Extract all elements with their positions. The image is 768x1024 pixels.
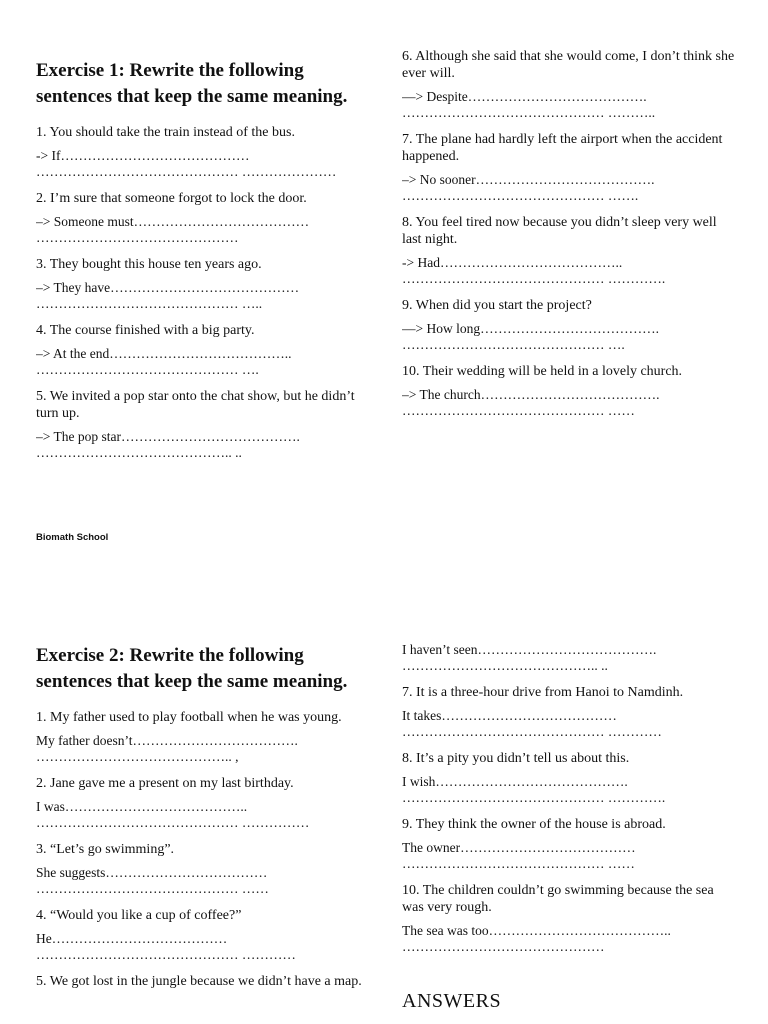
question-1: 1. You should take the train instead of the bus. <box>36 125 295 140</box>
footer-school-name: Biomath School <box>36 532 109 543</box>
ex2-answer-line-2: I was………………………………….. ……………………………………… …………… <box>36 799 310 830</box>
ex2-question-2: 2. Jane gave me a present on my last birthday. <box>36 776 294 791</box>
answers-heading: ANSWERS <box>402 990 502 1012</box>
question-10: 10. Their wedding will be held in a lovely church. <box>402 364 683 379</box>
page2-heading: Exercise 2: Rewrite the following sentences that keep the same meaning. <box>36 645 348 692</box>
answer-line-1: -> If…………………………………… ……………………………………… ………………… <box>36 148 337 179</box>
ex2-answer-line-1: My father doesn’t………………………………. …………………………………….. , <box>36 733 298 764</box>
ex2-answer-line-10: The sea was too………………………………….. ……………………………………… <box>402 923 671 954</box>
ex2-answer-line-7: It takes………………………………… ……………………………………… ………… <box>402 708 662 739</box>
question-6: 6. Although she said that she would come, I don’t think she ever will. <box>402 49 735 81</box>
answer-line-8: -> Had………………………………….. ……………………………………… …………. <box>402 255 666 286</box>
ex2-question-8: 8. It’s a pity you didn’t tell us about this. <box>402 751 630 766</box>
page1-right-column <box>402 48 736 429</box>
answer-line-7: –> No sooner…………………………………. ……………………………………… ……. <box>402 172 655 203</box>
answer-line-9: —> How long…………………………………. ……………………………………… …. <box>402 321 659 352</box>
ex2-question-9: 9. They think the owner of the house is abroad. <box>402 817 666 832</box>
page2-right-column <box>402 642 736 965</box>
ex2-question-3: 3. “Let’s go swimming”. <box>36 842 175 857</box>
ex2-answer-line-8: I wish……………………………………. ……………………………………… …………. <box>402 774 666 805</box>
page1-heading: Exercise 1: Rewrite the following sentences that keep the same meaning. <box>36 60 348 107</box>
page1-left-column <box>36 58 368 471</box>
question-4: 4. The course finished with a big party. <box>36 323 255 338</box>
question-2: 2. I’m sure that someone forgot to lock the door. <box>36 191 307 206</box>
ex2-answer-line-9: The owner………………………………… ……………………………………… …… <box>402 840 636 871</box>
page2-left-column <box>36 643 368 997</box>
question-7: 7. The plane had hardly left the airport when the accident happened. <box>402 132 723 164</box>
ex2-question-4: 4. “Would you like a cup of coffee?” <box>36 908 242 923</box>
answer-line-4: –> At the end………………………………….. ……………………………………… …. <box>36 346 292 377</box>
answer-line-5: –> The pop star…………………………………. …………………………………….. .. <box>36 429 300 460</box>
ex2-answer-line-6: I haven’t seen…………………………………. …………………………………….. .. <box>402 642 657 673</box>
question-5: 5. We invited a pop star onto the chat show, but he didn’t turn up. <box>36 389 355 421</box>
question-9: 9. When did you start the project? <box>402 298 592 313</box>
question-3: 3. They bought this house ten years ago. <box>36 257 262 272</box>
answer-line-2: –> Someone must………………………………… ……………………………………… <box>36 214 310 245</box>
ex2-question-10: 10. The children couldn’t go swimming because the sea was very rough. <box>402 883 714 915</box>
ex2-question-1: 1. My father used to play football when he was young. <box>36 710 342 725</box>
answer-line-10: –> The church…………………………………. ……………………………………… …… <box>402 387 660 418</box>
answer-line-6: —> Despite…………………………………. ……………………………………… ……….. <box>402 89 656 120</box>
question-8: 8. You feel tired now because you didn’t sleep very well last night. <box>402 215 717 247</box>
answer-line-3: –> They have…………………………………… ……………………………………… ….. <box>36 280 300 311</box>
ex2-answer-line-4: He………………………………… ……………………………………… ………… <box>36 931 296 962</box>
ex2-question-7: 7. It is a three-hour drive from Hanoi to Namdinh. <box>402 685 684 700</box>
ex2-question-5: 5. We got lost in the jungle because we didn’t have a map. <box>36 974 362 989</box>
ex2-answer-line-3: She suggests……………………………… ……………………………………… …… <box>36 865 269 896</box>
